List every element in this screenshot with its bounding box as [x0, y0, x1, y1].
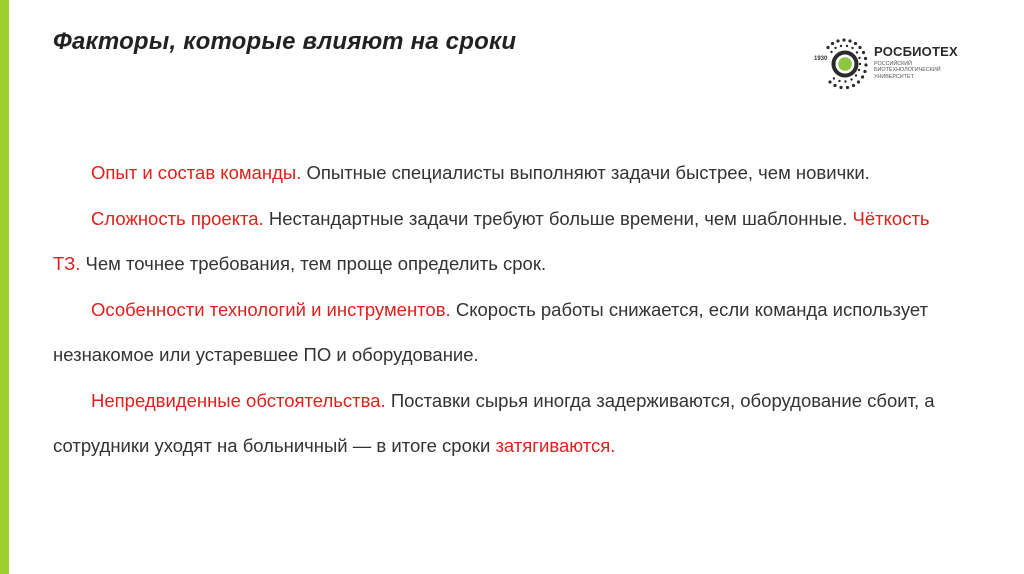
factor-paragraph [53, 196, 953, 287]
logo-ring-icon [814, 34, 874, 96]
logo-name: РОСБИОТЕХ [874, 44, 958, 59]
university-logo [814, 34, 1004, 96]
factor-description: Чем точнее требования, тем проще определить срок. [80, 253, 547, 274]
factor-paragraph [53, 378, 953, 469]
factor-term: Чёткость ТЗ. [53, 207, 930, 274]
factor-term: затягиваются. [495, 435, 616, 456]
factor-description: Скорость работы снижается, если команда использует незнакомое или устаревшее ПО и оборудование. [53, 298, 929, 365]
factor-description: Нестандартные задачи требуют больше времени, чем шаблонные. [263, 207, 853, 229]
factor-description: Опытные специалисты выполняют задачи быстрее, чем новички. [301, 162, 870, 183]
accent-bar [0, 0, 9, 574]
factor-term: Сложность проекта. [91, 207, 264, 229]
logo-year: 1930 [814, 56, 828, 62]
factor-description: Поставки сырья иногда задерживаются, оборудование сбоит, а сотрудники уходят на больничный — в итоге сроки [53, 389, 935, 456]
factor-paragraph [53, 150, 953, 196]
factor-paragraph [53, 287, 953, 378]
factor-term: Особенности технологий и инструментов. [91, 298, 451, 320]
factor-term: Опыт и состав команды. [91, 162, 302, 183]
factor-term: Непредвиденные обстоятельства. [91, 389, 386, 411]
logo-subtitle: РОССИЙСКИЙ БИОТЕХНОЛОГИЧЕСКИЙ УНИВЕРСИТЕТ [874, 61, 941, 80]
factors-text [53, 150, 953, 469]
slide-title: Факторы, которые влияют на сроки [53, 28, 517, 55]
